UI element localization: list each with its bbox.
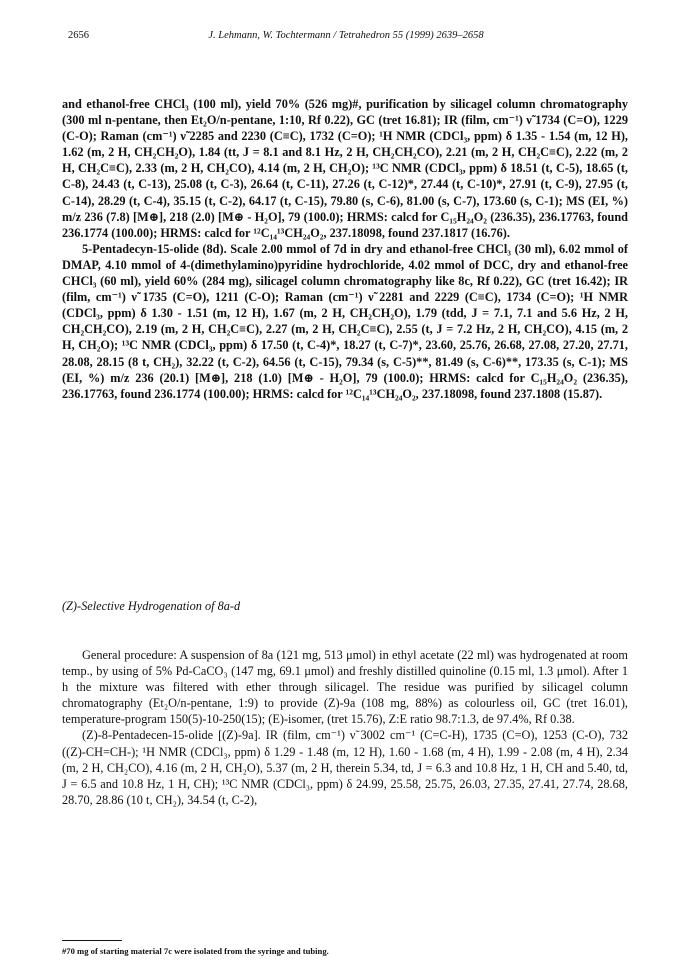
- paragraph-8d: 5-Pentadecyn-15-olide (8d). Scale 2.00 mmol of 7d in dry and ethanol-free CHCl₃ (30 ml), 6.02 mmol of DMAP, 4.10 mmol of 4-(dimethylamino)pyridine hydrochloride, 4.02 mmol of DCC, dry and ethanol-free CHCl₃ (60 ml), yield 60% (284 mg), silicagel column chromatography like 8c, Rf 0.22), GC (tret 16.42); IR (film, cm⁻¹) ν̃ 1735 (C=O), 1211 (C-O); Raman (cm⁻¹) ν̃ 2281 and 2229 (C≡C), 1734 (C=O); ¹H NMR (CDCl₃, ppm) δ 1.30 - 1.51 (m, 12 H), 1.67 (m, 2 H, CH₂CH₂O), 1.79 (tdd, J = 7.1, 7.1 and 5.6 Hz, 2 H, CH₂CH₂CO), 2.19 (m, 2 H, CH₂C≡C), 2.27 (m, 2 H, CH₂C≡C), 2.55 (t, J = 7.2 Hz, 2 H, CH₂CO), 4.15 (m, 2 H, CH₂O); ¹³C NMR (CDCl₃, ppm) δ 17.50 (t, C-4)*, 18.27 (t, C-7)*, 23.60, 25.76, 26.68, 27.08, 27.20, 27.71, 28.08, 28.15 (8 t, CH₂), 32.22 (t, C-2), 64.56 (t, C-15), 79.34 (s, C-5)**, 81.49 (s, C-6)**, 173.35 (s, C-1); MS (EI, %) m/z 236 (20.1) [M⊕], 218 (1.0) [M⊕ - H₂O], 79 (100.0); HRMS: calcd for C₁₅H₂₄O₂ (236.35), 236.17763, found 236.1774 (100.00); HRMS: calcd for ¹²C₁₄¹³CH₂₄O₂, 237.18098, found 237.1808 (15.87).: [62, 241, 628, 401]
- page-header: [68, 30, 624, 44]
- procedure-text: [62, 647, 628, 808]
- page-number: 2656: [68, 30, 89, 41]
- paragraph-8c-data: and ethanol-free CHCl₃ (100 ml), yield 70% (526 mg)#, purification by silicagel column chromatography (300 ml n-pentane, then Et₂O/n-pentane, 1:10, Rf 0.22), GC (tret 16.81); IR (film, cm⁻¹) ν̃ 1734 (C=O), 1229 (C-O); Raman (cm⁻¹) ν̃ 2285 and 2230 (C≡C), 1732 (C=O); ¹H NMR (CDCl₃, ppm) δ 1.35 - 1.54 (m, 12 H), 1.62 (m, 2 H, CH₂CH₂O), 1.84 (tt, J = 8.1 and 8.1 Hz, 2 H, CH₂CH₂CO), 2.21 (m, 2 H, CH₂C≡C), 2.22 (m, 2 H, CH₂C≡C), 2.33 (m, 2 H, CH₂CO), 4.14 (m, 2 H, CH₂O); ¹³C NMR (CDCl₃, ppm) δ 18.51 (t, C-5), 18.65 (t, C-8), 24.43 (t, C-13), 25.08 (t, C-3), 26.64 (t, C-11), 27.26 (t, C-12)*, 27.44 (t, C-10)*, 27.91 (t, C-9), 27.95 (t, C-14), 28.29 (t, C-4), 35.15 (t, C-2), 64.17 (t, C-15), 79.80 (s, C-6), 81.00 (s, C-7), 173.60 (s, C-1); MS (EI, %) m/z 236 (7.8) [M⊕], 218 (2.0) [M⊕ - H₂O], 79 (100.0); HRMS: calcd for C₁₅H₂₄O₂ (236.35), 236.17763, found 236.1774 (100.00); HRMS: calcd for ¹²C₁₄¹³CH₂₄O₂, 237.18098, found 237.1817 (16.76).: [62, 97, 628, 240]
- paragraph-general-procedure: General procedure: A suspension of 8a (121 mg, 513 μmol) in ethyl acetate (22 ml) was hydrogenated at room temp., by using of 5% Pd-CaCO₃ (147 mg, 69.1 μmol) and freshly distilled quinoline (0.15 ml, 1.3 μmol). After 1 h the mixture was filtered with ether through silicagel. The residue was purified by silicagel column chromatography (Et₂O/n-pentane, 1:9) to provide (Z)-9a (108 mg, 88%) as colourless oil, GC (tret 16.01), temperature-program 150(5)-10-250(15); (E)-isomer, (tret 15.76), Z:E ratio 98.7:1.3, de 97.4%, Rf 0.38.: [62, 648, 628, 727]
- paragraph-z-9a: (Z)-8-Pentadecen-15-olide [(Z)-9a]. IR (film, cm⁻¹) ν̃ 3002 cm⁻¹ (C=C-H), 1735 (C=O), 1253 (C-O), 732 ((Z)-CH=CH-); ¹H NMR (CDCl₃, ppm) δ 1.29 - 1.48 (m, 12 H), 1.60 - 1.68 (m, 4 H), 1.99 - 2.08 (m, 4 H), 2.34 (m, 2 H, CH₂CO), 4.16 (m, 2 H, CH₂O), 5.37 (m, 2 H, therein 5.34, td, J = 6.3 and 10.8 Hz, 1 H, CH and 5.40, td, J = 6.5 and 10.8 Hz, 1 H, CH); ¹³C NMR (CDCl₃, ppm) δ 24.99, 25.58, 25.75, 26.03, 27.35, 27.41, 27.74, 28.68, 28.70, 28.86 (10 t, CH₂), 34.54 (t, C-2),: [62, 728, 628, 807]
- footnote-rule: [62, 940, 122, 941]
- footnote: #70 mg of starting material 7c were isolated from the syringe and tubing.: [62, 946, 329, 956]
- running-title: J. Lehmann, W. Tochtermann / Tetrahedron 55 (1999) 2639–2658: [208, 30, 484, 41]
- experimental-text: [62, 96, 628, 402]
- section-heading: (Z)-Selective Hydrogenation of 8a-d: [62, 599, 241, 613]
